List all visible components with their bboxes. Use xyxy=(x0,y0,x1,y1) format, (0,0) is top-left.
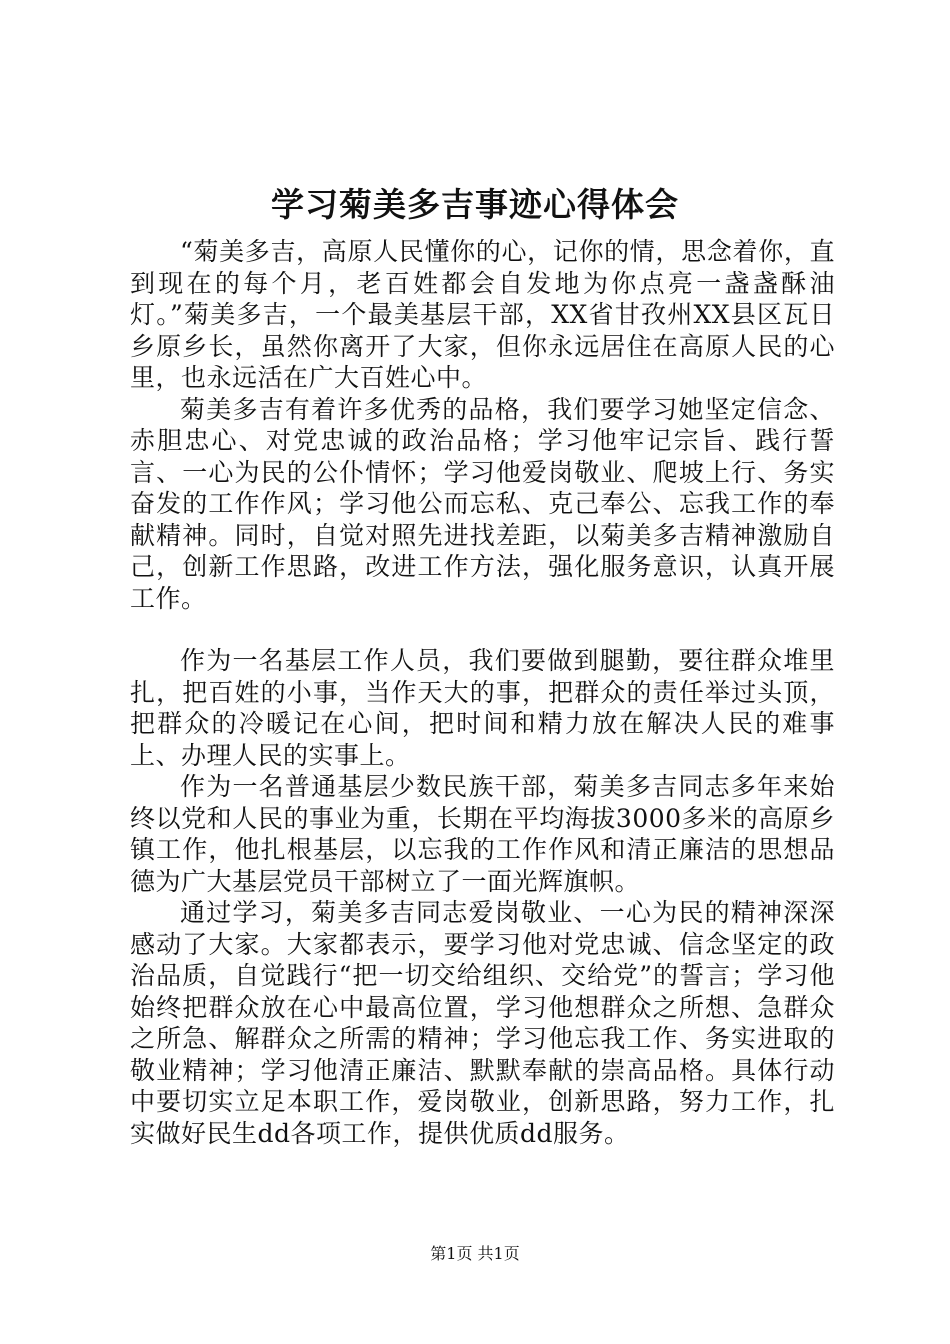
paragraph-1: “菊美多吉，高原人民懂你的心，记你的情，思念着你，直到现在的每个月，老百姓都会自发地为你点亮一盏盏酥油灯。”菊美多吉，一个最美基层干部，XX省甘孜州XX县区瓦日乡原乡长，虽然你离开了大家，但你永远居住在高原人民的心里，也永远活在广大百姓心中。 xyxy=(130,237,835,392)
document-title: 学习菊美多吉事迹心得体会 xyxy=(271,185,679,224)
paragraph-5: 通过学习，菊美多吉同志爱岗敬业、一心为民的精神深深感动了大家。大家都表示，要学习他对党忠诚、信念坚定的政治品质，自觉践行“把一切交给组织、交给党”的誓言；学习他始终把群众放在心中最高位置，学习他想群众之所想、急群众之所急、解群众之所需的精神；学习他忘我工作、务实进取的敬业精神；学习他清正廉洁、默默奉献的崇高品格。具体行动中要切实立足本职工作，爱岗敬业，创新思路，努力工作，扎实做好民生dd各项工作，提供优质dd服务。 xyxy=(130,898,835,1148)
page-number-footer: 第1页 共1页 xyxy=(430,1244,520,1263)
paragraph-3: 作为一名基层工作人员，我们要做到腿勤，要往群众堆里扎，把百姓的小事，当作天大的事，把群众的责任举过头顶，把群众的冷暖记在心间，把时间和精力放在解决人民的难事上、办理人民的实事上。 xyxy=(130,646,835,770)
paragraph-spacer xyxy=(130,614,835,645)
document-body xyxy=(130,236,835,1149)
paragraph-2: 菊美多吉有着许多优秀的品格，我们要学习她坚定信念、赤胆忠心、对党忠诚的政治品格；学习他牢记宗旨、践行誓言、一心为民的公仆情怀；学习他爱岗敬业、爬坡上行、务实奋发的工作作风；学习他公而忘私、克己奉公、忘我工作的奉献精神。同时，自觉对照先进找差距，以菊美多吉精神激励自己，创新工作思路，改进工作方法，强化服务意识，认真开展工作。 xyxy=(130,394,835,613)
paragraph-4: 作为一名普通基层少数民族干部，菊美多吉同志多年来始终以党和人民的事业为重，长期在平均海拔3000多米的高原乡镇工作，他扎根基层，以忘我的工作作风和清正廉洁的思想品德为广大基层党员干部树立了一面光辉旗帜。 xyxy=(130,772,835,896)
